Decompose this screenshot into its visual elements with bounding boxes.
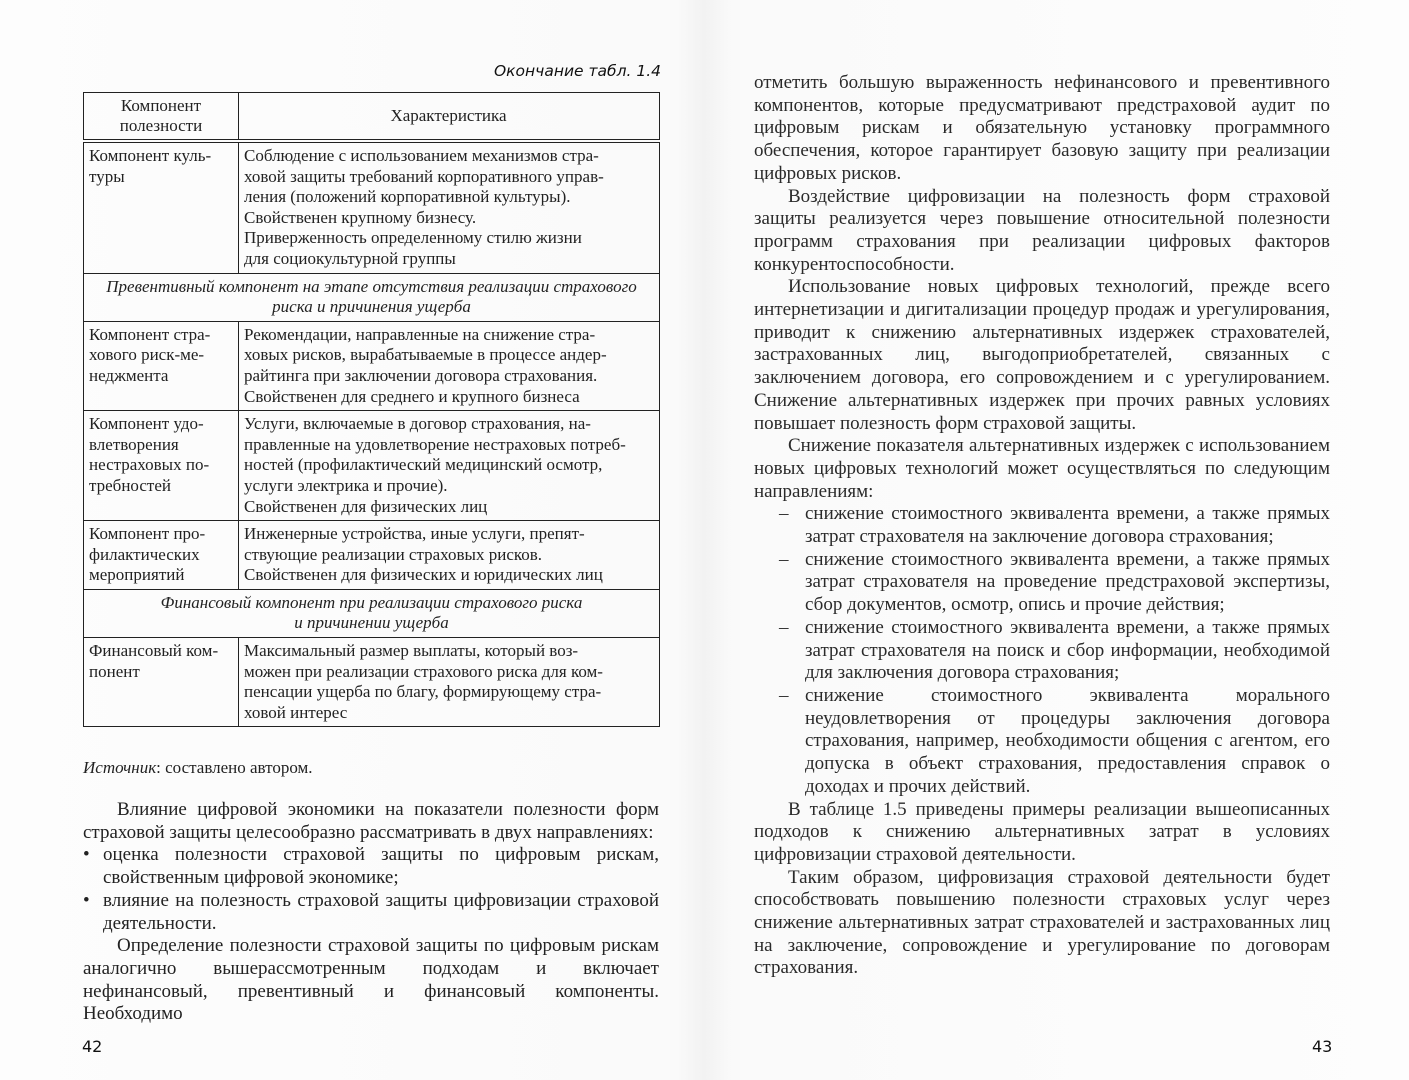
table-source-note (83, 758, 313, 778)
row-component: Компонент удо- влетворения нестраховых по- требностей (84, 411, 239, 521)
left-page (0, 0, 704, 1080)
table-row (84, 321, 660, 410)
paragraph: Влияние цифровой экономики на показатели полезности форм страховой защиты целесообразно рассматривать в двух направлениях: (83, 799, 659, 843)
row-characteristic: Максимальный размер выплаты, который воз- можен при реализации страхового риска для ком- пенсации ущерба по благу, формирующему стра- ховой интерес (239, 638, 660, 727)
list-item-text: снижение стоимостного эквивалента времени, а также прямых затрат страхователя на заключение договора страхования; (805, 503, 1330, 548)
paragraph: Снижение показателя альтернативных издержек с использованием новых цифровых технологий может осуществляться по следующим направлениям: (754, 435, 1330, 502)
section-title: Финансовый компонент при реализации страхового риска и причинении ущерба (84, 589, 660, 637)
paragraph: В таблице 1.5 приведены примеры реализации вышеописанных подходов к снижению альтернативных затрат в условиях цифровизации страховой деятельности. (754, 798, 1330, 865)
list-item (754, 503, 1330, 548)
list-item (754, 617, 1330, 685)
table-section-row (84, 273, 660, 321)
right-body-text (754, 72, 1330, 980)
row-characteristic: Инженерные устройства, иные услуги, препят- ствующие реализации страховых рисков. Свойственен для физических и юридических лиц (239, 521, 660, 590)
row-component: Финансовый ком- понент (84, 638, 239, 727)
table-section-row (84, 589, 660, 637)
source-label: Источник (83, 758, 157, 777)
section-title: Превентивный компонент на этапе отсутствия реализации страхового риска и причинения ущерба (84, 273, 660, 321)
table-header-row (84, 93, 660, 142)
bullet-icon: • (83, 844, 90, 866)
utility-components-table (83, 92, 660, 727)
page-number: 42 (82, 1037, 103, 1056)
left-body-text (83, 799, 659, 1026)
table-row (84, 638, 660, 727)
dash-icon: – (779, 548, 789, 570)
list-item (754, 549, 1330, 617)
header-component: Компонент полезности (84, 93, 239, 142)
list-item-text: снижение стоимостного эквивалента морального неудовлетворения от процедуры заключения договора страхования, например, необходимости общения с агентом, его допуска в объект страхования, предоставления справок о доходах и прочих действий. (805, 684, 1330, 797)
list-item (754, 685, 1330, 799)
list-item-text: оценка полезности страховой защиты по цифровым рискам, свойственным цифровой экономике; (103, 844, 659, 889)
table-row (84, 411, 660, 521)
row-characteristic: Соблюдение с использованием механизмов стра- ховой защиты требований корпоративного управ- ления (положений корпоративной культуры). Свойственен крупному бизнесу. Приверженность определенному стилю жизни для социокультурной группы (239, 141, 660, 273)
source-text: : составлено автором. (156, 758, 313, 777)
paragraph: Использование новых цифровых технологий, прежде всего интернетизации и дигитализации процедур продаж и урегулирования, приводит к снижению альтернативных издержек страхователей, застрахованных лиц, выгодоприобретателей, связанных с заключением договора, его сопровождением и с урегулированием. Снижение альтернативных издержек при прочих равных условиях повышает полезность форм страховой защиты. (754, 276, 1330, 434)
paragraph: Воздействие цифровизации на полезность форм страховой защиты реализуется через повышение относительной полезности программ страхования при реализации цифровых факторов конкурентоспособности. (754, 185, 1330, 275)
table-caption: Окончание табл. 1.4 (493, 62, 661, 80)
list-item-text: снижение стоимостного эквивалента времени, а также прямых затрат страхователя на поиск и сбор информации, необходимой для заключения договора страхования; (805, 616, 1330, 684)
bullet-list (83, 844, 659, 935)
list-item-text: снижение стоимостного эквивалента времени, а также прямых затрат страхователя на проведение предстраховой экспертизы, сбор документов, осмотр, опись и прочие действия; (805, 548, 1330, 616)
page-number: 43 (1312, 1037, 1333, 1056)
paragraph: Определение полезности страховой защиты по цифровым рискам аналогично вышерассмотренным подходам и включает нефинансовый, превентивный и финансовый компоненты. Необходимо (83, 935, 659, 1025)
paragraph: отметить большую выраженность нефинансового и превентивного компонентов, которые предусматривают предстраховой аудит по цифровым рискам и обязательную установку программного обеспечения, которое гарантирует базовую защиту при реализации цифровых рисков. (754, 72, 1330, 184)
list-item (83, 890, 659, 935)
list-item (83, 844, 659, 889)
list-item-text: влияние на полезность страховой защиты цифровизации страховой деятельности. (103, 889, 659, 934)
paragraph: Таким образом, цифровизация страховой деятельности будет способствовать повышению полезности страховых услуг через снижение альтернативных затрат страхователей и застрахованных лиц на заключение, сопровождение и урегулирование по договорам страхования. (754, 866, 1330, 979)
table-row (84, 521, 660, 590)
row-component: Компонент стра- хового риск-ме- неджмента (84, 321, 239, 410)
dash-list (754, 503, 1330, 798)
dash-icon: – (779, 616, 789, 638)
row-component: Компонент про- филактических мероприятий (84, 521, 239, 590)
header-characteristic: Характеристика (239, 93, 660, 142)
row-characteristic: Рекомендации, направленные на снижение стра- ховых рисков, вырабатываемые в процессе андер- райтинга при заключении договора страхования. Свойственен для среднего и крупного бизнеса (239, 321, 660, 410)
dash-icon: – (779, 684, 789, 706)
table-row (84, 141, 660, 273)
dash-icon: – (779, 503, 789, 525)
row-characteristic: Услуги, включаемые в договор страхования, на- правленные на удовлетворение нестраховых потреб- ностей (профилактический медицинский осмотр, услуги электрика и прочие). Свойственен для физических лиц (239, 411, 660, 521)
bullet-icon: • (83, 889, 90, 911)
row-component: Компонент куль- туры (84, 141, 239, 273)
